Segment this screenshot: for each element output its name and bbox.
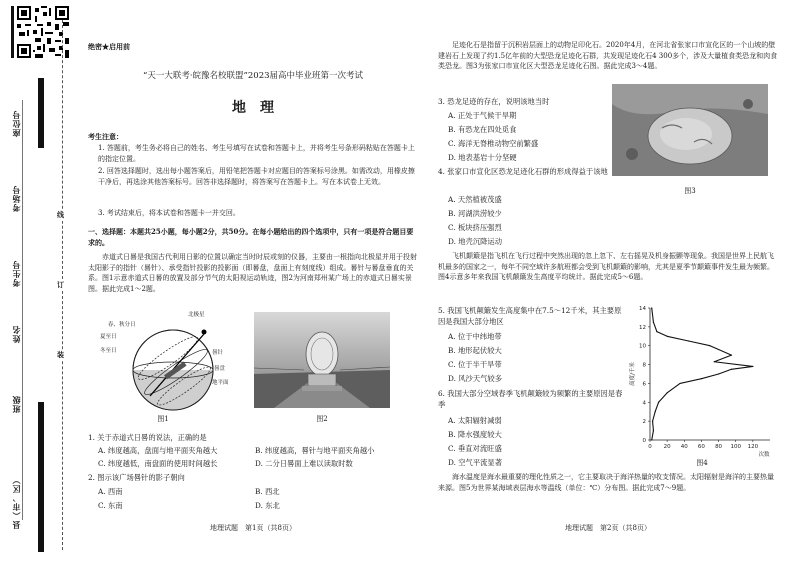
candidate-number-label: 考生号 — [11, 260, 21, 287]
y-axis-title: 高度/千米 — [630, 362, 636, 386]
x-tick-label: 80 — [715, 444, 723, 450]
q3-stem: 3. 恐龙足迹的存在，说明该地当时 — [438, 97, 550, 106]
passage-top: 足迹化石是指留于沉积岩层面上的动物足印化石。2020年4月，在河北省张家口市宣化区的一个山坡的壁建岩石上发现了约1.5亿年前的大型恐龙足迹化石群，共发现足迹化石4 300多个，涉及大量植食类恐龙和肉食类恐龙。图3为张家口市宣化区大型恐龙足迹化石图。据此完成3～4题。 — [438, 41, 778, 70]
q6-stem: 6. 我国大部分空域春季飞机颠簸较为频繁的主要原因是春季 — [438, 389, 623, 409]
passage-1: 赤道式日晷是我国古代利用日影的位置以确定当时时辰或刻的仪器，主要由一根指向北极星并用于投射太阳影子的指针（晷针）、承受指针投影的投影面（即晷盘，盘面上有刻度线）组成。晷针与晷盘垂直的关系。图1示意赤道式日晷的放置及部分节气的太阳视运动轨迹，图2为河南郑州某广场上的赤道式日晷实景图。据此完成1～2题。 — [88, 253, 417, 293]
data-point — [653, 430, 654, 431]
notice-3: 3. 考试结束后，将本试卷和答题卡一并交回。 — [98, 209, 240, 217]
data-point — [656, 331, 657, 332]
passage-bottom: 海水温度是海水最重要的理化性质之一，它主要取决于海洋热量的收支情况。太阳辐射是海洋的主要热量来源。图5为世界某海域表层海水等温线（单位：℃）分布图。据此完成7～9题。 — [438, 473, 774, 492]
series-line-0 — [652, 308, 753, 440]
data-point — [667, 336, 668, 337]
q2-option-c[interactable]: C. 东南 — [98, 501, 123, 510]
data-point — [731, 355, 732, 356]
passage-mid: 飞机颠簸是指飞机在飞行过程中突然出现的忽上忽下、左右摇晃及机身振颤等现象。我国是世界上民航飞机最多的国家之一，每年不同空域许多航班都会受到飞机颠簸的影响，尤其是夏季节颠簸事件发生最为频繁。图4示意多年来我国飞机颠簸发生高度平均统计。据此完成5～6题。 — [438, 252, 774, 281]
county-label: 县（市、区） — [11, 475, 21, 529]
subject-title: 地 理 — [232, 100, 274, 116]
fig1-winter: 冬至日 — [100, 348, 117, 354]
q4-option-c[interactable]: C. 板块挤压强烈 — [448, 223, 502, 232]
notice-2: 2. 回答选择题时，选出每小题答案后，用铅笔把答题卡对应题目的答案标号涂黑。如需改动，用橡皮擦干净后，再选涂其他答案标号。回答非选择题时，将答案写在答题卡上。写在本试卷上无效。 — [98, 167, 415, 186]
q6-option-a[interactable]: A. 太阳辐射减弱 — [448, 416, 502, 425]
margin-bar — [38, 402, 44, 552]
x-tick-label: 40 — [680, 444, 688, 450]
data-point — [701, 378, 702, 379]
q4-stem: 4. 张家口市宣化区恐龙足迹化石群的形成得益于该地 — [438, 167, 608, 176]
section-1-title: 一、选择题：本题共25小题，每小题2分，共50分。在每小题给出的四个选项中，只有一项是符合题目要求的。 — [88, 227, 414, 247]
fig1-gnomon: 晷针 — [212, 350, 224, 356]
data-point — [731, 369, 732, 370]
write-line — [22, 100, 24, 520]
page-1-footer: 地理试题 第1页（共8页） — [210, 524, 296, 532]
x-tick-label: 120 — [747, 444, 759, 450]
binding-margin — [0, 0, 78, 561]
q3-option-b[interactable]: B. 有恐龙在四处觅食 — [448, 125, 517, 134]
fig1-north-star: 北极星 — [188, 312, 205, 318]
figure-2-caption: 图2 — [316, 415, 328, 423]
figure-3-caption: 图3 — [684, 187, 696, 195]
fig1-ground: 地平面 — [212, 380, 229, 386]
q4-option-b[interactable]: B. 河湖洪涝较少 — [448, 209, 502, 218]
page-2-footer: 地理试题 第2页（共8页） — [565, 524, 651, 532]
data-point — [667, 392, 668, 393]
page-2 — [438, 0, 778, 561]
y-tick-label: 10 — [639, 343, 646, 350]
q1-option-a[interactable]: A. 纬度越高，盘面与地平面夹角越大 — [98, 446, 218, 455]
y-tick-label: 6 — [642, 381, 646, 388]
margin-bar — [38, 78, 44, 148]
data-point — [651, 307, 652, 308]
seal-mark-bind: 订 — [57, 280, 64, 289]
q2-option-a[interactable]: A. 西南 — [98, 487, 123, 496]
data-point — [651, 439, 652, 440]
data-point — [718, 373, 719, 374]
x-axis-title: 次数 — [758, 452, 770, 458]
seal-mark-line: 线 — [57, 210, 64, 219]
data-point — [752, 366, 753, 367]
q6-option-c[interactable]: C. 垂直对流旺盛 — [448, 444, 502, 453]
data-point — [688, 340, 689, 341]
q3-option-a[interactable]: A. 正处于气候干旱期 — [448, 111, 517, 120]
data-point — [679, 383, 680, 384]
fig1-equinox: 春、秋分日 — [108, 322, 136, 328]
notice-title: 考生注意： — [88, 132, 123, 141]
q3-option-d[interactable]: D. 地表基岩十分坚硬 — [448, 153, 517, 162]
figure-4-chart — [624, 300, 778, 472]
q4-option-a[interactable]: A. 天然植被茂盛 — [448, 195, 502, 204]
data-point — [714, 361, 715, 362]
q6-option-b[interactable]: B. 降水强度较大 — [448, 430, 502, 439]
q6-option-d[interactable]: D. 空气平流显著 — [448, 458, 503, 467]
q5-option-b[interactable]: B. 地形起伏较大 — [448, 346, 502, 355]
y-tick-label: 2 — [642, 419, 646, 426]
y-tick-label: 8 — [642, 362, 646, 369]
data-point — [709, 345, 710, 346]
q3-option-c[interactable]: C. 海洋无脊椎动物空前繁盛 — [448, 139, 539, 148]
class-label: 班级 — [11, 395, 21, 413]
q4-option-d[interactable]: D. 地壳沉降运动 — [448, 237, 503, 246]
q1-stem: 1. 关于赤道式日晷的说法，正确的是 — [88, 433, 207, 442]
q1-option-c[interactable]: C. 纬度越低，南盘面的使用时间越长 — [98, 459, 218, 468]
data-point — [652, 421, 653, 422]
q2-stem: 2. 图示该广场晷针的影子朝向 — [88, 473, 185, 482]
q2-option-b[interactable]: B. 西北 — [255, 487, 280, 496]
data-point — [658, 402, 659, 403]
seal-mark-pack: 装 — [57, 350, 64, 359]
figure-2-photo — [254, 312, 390, 408]
figure-1 — [100, 308, 238, 412]
y-tick-label: 12 — [639, 324, 646, 331]
q1-option-b[interactable]: B. 纬度越高，晷针与地平面夹角越小 — [255, 446, 375, 455]
north-star-dot — [202, 330, 207, 335]
x-tick-label: 20 — [663, 444, 671, 450]
notice-1: 1. 答题前，考生务必将自己的姓名、考生号填写在试卷和答题卡上，并将考生号条形码粘贴在答题卡上的指定位置。 — [98, 144, 415, 163]
y-tick-label: 4 — [642, 400, 646, 407]
name-label: 姓名 — [11, 325, 21, 343]
q5-option-a[interactable]: A. 位于中纬地带 — [448, 332, 502, 341]
figure-1-caption: 图1 — [157, 415, 169, 423]
page-1 — [88, 0, 418, 561]
figure-4-caption: 图4 — [696, 459, 708, 467]
x-tick-label: 60 — [697, 444, 705, 450]
y-tick-label: 14 — [639, 306, 646, 312]
margin-labels — [10, 80, 20, 550]
figure-3-photo — [612, 84, 768, 176]
y-tick-label: 0 — [642, 438, 646, 444]
data-point — [655, 411, 656, 412]
exam-title: “天一大联考·皖豫名校联盟”2023届高中毕业班第一次考试 — [142, 71, 364, 81]
q2-option-d[interactable]: D. 东北 — [255, 501, 280, 510]
room-number-label: 考场号 — [11, 185, 21, 212]
qr-side-bar — [11, 6, 14, 58]
q5-stem: 5. 我国飞机颠簸发生高度集中在7.5～12千米，其主要原因是我国大部分地区 — [438, 306, 622, 326]
fig1-summer: 夏至日 — [100, 334, 117, 340]
q5-option-c[interactable]: C. 位于半干旱带 — [448, 360, 502, 369]
x-tick-label: 0 — [648, 444, 652, 450]
seat-number-label: 座位号 — [11, 110, 21, 137]
x-tick-label: 100 — [730, 444, 741, 450]
q1-option-d[interactable]: D. 二分日晷面上难以读取时数 — [255, 459, 353, 468]
fig1-dial: 晷盘 — [214, 366, 226, 372]
secret-mark: 绝密★启用前 — [88, 42, 130, 51]
q5-option-d[interactable]: D. 风沙天气较多 — [448, 374, 503, 383]
data-point — [653, 322, 654, 323]
